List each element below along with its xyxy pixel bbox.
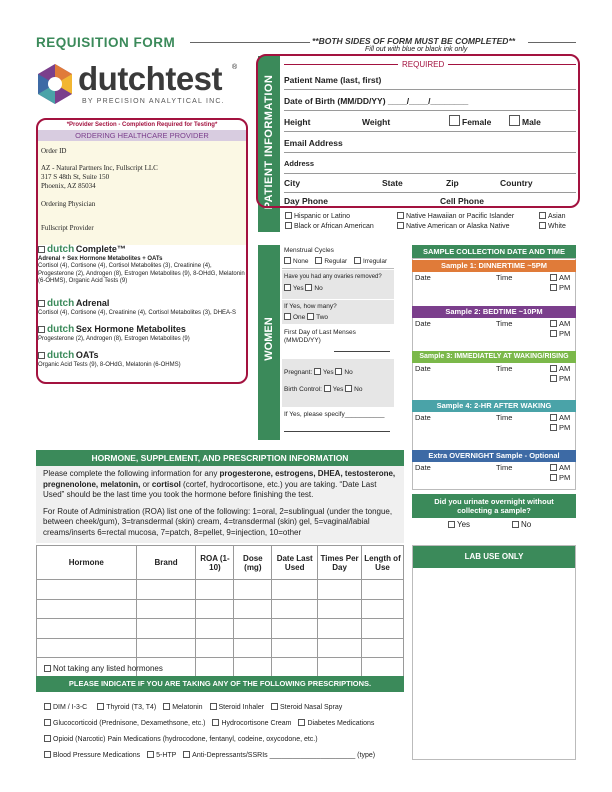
birth-control-label: Birth Control: <box>284 386 322 393</box>
ethnicity-label: White <box>548 223 566 230</box>
rx-label: Melatonin <box>172 704 203 711</box>
instr-text: Please complete the following information for any <box>43 469 220 478</box>
am-label: AM <box>559 413 571 422</box>
test-name: Adrenal <box>75 298 110 308</box>
col-times-per-day: Times Per Day <box>318 546 362 580</box>
rx-option[interactable] <box>163 704 202 711</box>
am-label: AM <box>559 273 571 282</box>
table-row[interactable] <box>37 599 404 619</box>
provider-address-2: 317 S 48th St, Suite 150 <box>41 173 110 181</box>
test-brand: dutch <box>47 324 75 335</box>
specify-field[interactable] <box>282 409 394 439</box>
col-brand: Brand <box>136 546 196 580</box>
no-label: No <box>344 369 353 376</box>
urinate-question: Did you urinate overnight without collecting a sample? <box>412 494 576 518</box>
ethnicity-label: Asian <box>548 213 566 220</box>
patient-side-label: PATIENT INFORMATION <box>263 74 275 210</box>
lab-use-heading: LAB USE ONLY <box>413 546 575 568</box>
col-dose: Dose (mg) <box>234 546 272 580</box>
logo-wordmark <box>78 60 222 98</box>
rx-label: Thyroid (T3, T4) <box>106 704 157 711</box>
logo-test: test <box>165 60 223 97</box>
rx-option[interactable] <box>44 736 318 743</box>
date-label: Date <box>415 273 431 282</box>
no-label: No <box>314 285 323 292</box>
how-many-question: If Yes, how many? <box>284 303 337 310</box>
day-phone-label: Day Phone <box>284 196 328 206</box>
date-label: Date <box>415 463 431 472</box>
cell-phone-label: Cell Phone <box>440 196 484 206</box>
test-desc: Progesterone (2), Androgen (8), Estrogen Metabolites (9) <box>38 335 190 342</box>
ethnicity-label: Hispanic or Latino <box>294 213 351 220</box>
am-label: AM <box>559 364 571 373</box>
provider-name: Fullscript Provider <box>41 224 94 232</box>
address-label: Address <box>284 159 315 168</box>
col-date-last-used: Date Last Used <box>272 546 318 580</box>
urinate-no[interactable] <box>512 520 531 529</box>
email-field[interactable] <box>284 133 576 153</box>
ethnicity-option[interactable] <box>397 212 514 222</box>
ethnicity-option[interactable] <box>285 212 350 222</box>
women-side-label: WOMEN <box>263 317 275 361</box>
ethnicity-label: Native Hawaiian or Pacific Islander <box>406 213 515 220</box>
provider-heading: ORDERING HEALTHCARE PROVIDER <box>38 130 246 141</box>
patient-name-label: Patient Name (last, first) <box>284 75 382 85</box>
rx-label: Anti-Depressants/SSRIs ______________________ (type) <box>192 752 376 759</box>
col-hormone: Hormone <box>37 546 137 580</box>
sample-4-heading: Sample 4: 2-HR AFTER WAKING <box>412 400 576 412</box>
test-brand: dutch <box>47 244 75 255</box>
test-brand: dutch <box>47 298 75 309</box>
table-row[interactable] <box>37 638 404 658</box>
menstrual-label: Menstrual Cycles <box>284 247 334 254</box>
address-field[interactable] <box>284 154 576 174</box>
cycle-label: Regular <box>324 258 348 265</box>
cycle-label: Irregular <box>362 258 388 265</box>
time-label: Time <box>496 273 513 282</box>
provider-section <box>36 118 248 384</box>
test-option-sex-hormone[interactable] <box>38 326 248 343</box>
not-taking-label: Not taking any listed hormones <box>53 664 163 673</box>
am-label: AM <box>559 463 571 472</box>
roa-instructions: For Route of Administration (ROA) list one of the following: 1=oral, 2=sublingual (under the tongue, between cheek/gum), 3=transdermal (skin) cream, 4=transdermal (skin) gel, 5=vaginal/labial creams/inserts 6=rectal mucosa, 7=patch, 8=pellet, 9=injection, 10=other <box>43 506 393 537</box>
one-label: One <box>293 314 306 321</box>
test-sub: Adrenal + Sex Hormone Metabolites + OATs <box>38 255 163 262</box>
yes-label: Yes <box>332 386 344 393</box>
rx-label: Steroid Nasal Spray <box>280 704 343 711</box>
extra-sample-heading: Extra OVERNIGHT Sample - Optional <box>412 450 576 462</box>
test-option-complete[interactable] <box>38 246 248 286</box>
instr-text: (cortef, hydrocortisone, etc.) you are taking. “Date Last Used” should be the last time you took the hormone before finishing the test. <box>43 479 377 499</box>
test-desc: Organic Acid Tests (9), 8-OHdG, Melatonin (6-OHMS) <box>38 361 181 368</box>
hormone-instructions <box>36 466 404 543</box>
rx-option[interactable] <box>97 704 156 711</box>
instr-text: or <box>140 479 152 489</box>
provider-address-3: Phoenix, AZ 85034 <box>41 182 96 190</box>
pm-label: PM <box>559 329 571 338</box>
ethnicity-option[interactable] <box>539 222 566 232</box>
women-side-bar <box>258 245 280 440</box>
rx-label: 5-HTP <box>156 752 177 759</box>
rx-option[interactable] <box>44 752 140 759</box>
required-label: REQUIRED <box>398 60 448 69</box>
rx-label: Hydrocortisone Cream <box>221 720 292 727</box>
country-label: Country <box>500 178 533 188</box>
lab-use-box <box>412 545 576 760</box>
provider-address-1: AZ - Natural Partners Inc, Fullscript LLC <box>41 164 158 172</box>
birth-control-yes[interactable] <box>324 386 344 393</box>
header-notice: **BOTH SIDES OF FORM MUST BE COMPLETED** <box>312 36 516 46</box>
yes-label: Yes <box>457 520 471 529</box>
time-label: Time <box>496 413 513 422</box>
cycle-irregular[interactable] <box>354 258 387 265</box>
birth-control-no[interactable] <box>345 386 362 393</box>
rx-option[interactable] <box>210 704 265 711</box>
rx-label: Blood Pressure Medications <box>53 752 141 759</box>
rx-option[interactable] <box>298 720 374 727</box>
last-menses-field[interactable] <box>282 327 394 357</box>
dob-label: Date of Birth (MM/DD/YY) ____/____/________ <box>284 96 469 106</box>
male-label: Male <box>522 117 541 127</box>
phone-row[interactable] <box>284 191 576 211</box>
collection-heading: SAMPLE COLLECTION DATE AND TIME <box>412 245 576 258</box>
two-label: Two <box>316 314 329 321</box>
table-row[interactable] <box>37 580 404 600</box>
header-rule-right <box>528 42 576 43</box>
ovaries-one[interactable] <box>284 314 305 321</box>
hormone-table <box>36 545 404 678</box>
ethnicity-label: Native American or Alaska Native <box>406 223 510 230</box>
date-label: Date <box>415 364 431 373</box>
rx-option[interactable] <box>212 720 291 727</box>
women-section <box>282 245 394 440</box>
sample-3-heading: Sample 3: IMMEDIATELY AT WAKING/RISING <box>412 351 576 363</box>
pm-label: PM <box>559 374 571 383</box>
pm-label: PM <box>559 473 571 482</box>
col-roa: ROA (1-10) <box>196 546 234 580</box>
city-row[interactable] <box>284 173 576 193</box>
male-option[interactable] <box>509 115 541 127</box>
table-row[interactable] <box>37 619 404 639</box>
registered-mark: ® <box>232 64 238 71</box>
rx-label: DIM / I-3-C <box>53 704 88 711</box>
test-desc: Cortisol (4), Cortisone (4), Creatinine (4), Cortisol Metabolites (3), DHEA-S <box>38 309 237 316</box>
ethnicity-option[interactable] <box>397 222 510 232</box>
zip-label: Zip <box>446 178 459 188</box>
state-label: State <box>382 178 403 188</box>
time-label: Time <box>496 319 513 328</box>
rx-list <box>44 700 414 764</box>
ovaries-question: Have you had any ovaries removed? <box>284 274 382 280</box>
cycle-none[interactable] <box>284 258 309 265</box>
no-label: No <box>521 520 532 529</box>
instr-cortisol: cortisol <box>151 479 181 489</box>
rx-label: Opioid (Narcotic) Pain Medications (hydrocodone, fentanyl, codeine, oxycodone, etc.) <box>53 736 318 743</box>
urinate-yes[interactable] <box>448 520 470 529</box>
test-name: OATs <box>75 350 99 360</box>
date-label: Date <box>415 413 431 422</box>
form-title: REQUISITION FORM <box>36 35 176 50</box>
pregnant-yes[interactable] <box>314 369 334 376</box>
order-id-label: Order ID <box>41 147 67 155</box>
yes-label: Yes <box>323 369 334 376</box>
pregnant-label: Pregnant: <box>284 369 313 376</box>
date-label: Date <box>415 319 431 328</box>
hormone-heading: HORMONE, SUPPLEMENT, AND PRESCRIPTION INFORMATION <box>36 450 404 466</box>
dutch-logo-icon <box>36 63 74 110</box>
ethnicity-option[interactable] <box>285 222 374 232</box>
ethnicity-option[interactable] <box>539 212 566 222</box>
test-desc: Cortisol (4), Cortisone (4), Cortisol Metabolites (3), Creatinine (4), Progesterone (2), Androgen (8), Estrogen Metabolites (9), 8-OHdG, Melatonin (6-OHMS), Organic Acid Tests (9) <box>38 263 245 284</box>
test-option-oats[interactable] <box>38 352 248 369</box>
first-day-label: First Day of Last Menses (MM/DD/YY) <box>284 329 356 344</box>
ovaries-yes[interactable] <box>284 285 304 292</box>
rx-label: Steroid Inhaler <box>218 704 265 711</box>
header-rule <box>190 42 310 43</box>
sample-1-heading: Sample 1: DINNERTIME ~5PM <box>412 260 576 272</box>
am-label: AM <box>559 319 571 328</box>
weight-label: Weight <box>362 117 391 127</box>
pm-label: PM <box>559 283 571 292</box>
yes-label: Yes <box>293 285 304 292</box>
rx-option[interactable] <box>44 704 87 711</box>
pm-label: PM <box>559 423 571 432</box>
test-name: Complete™ <box>75 244 126 254</box>
ordering-physician-label: Ordering Physician <box>41 200 96 208</box>
no-label: No <box>354 386 363 393</box>
urinate-options <box>412 520 576 532</box>
rx-label: Glucocorticoid (Prednisone, Dexamethsone, etc.) <box>53 720 206 727</box>
test-brand: dutch <box>47 350 75 361</box>
height-weight-row <box>284 112 576 132</box>
dob-field[interactable] <box>284 91 576 111</box>
logo-dutch: dutch <box>78 60 166 97</box>
city-label: City <box>284 178 301 188</box>
time-label: Time <box>496 463 513 472</box>
ovaries-two[interactable] <box>307 314 328 321</box>
rx-option[interactable] <box>183 752 375 759</box>
test-option-adrenal[interactable] <box>38 300 248 317</box>
rx-option[interactable] <box>147 752 176 759</box>
cycle-regular[interactable] <box>315 258 347 265</box>
col-length-of-use: Length of Use <box>362 546 404 580</box>
height-label: Height <box>284 117 311 127</box>
provider-note: *Provider Section - Completion Required for Testing* <box>66 122 218 128</box>
ethnicity-label: Black or African American <box>294 223 374 230</box>
test-name: Sex Hormone Metabolites <box>75 324 186 334</box>
header-notice-sub: Fill out with blue or black ink only <box>365 46 468 53</box>
patient-name-field[interactable] <box>284 70 576 90</box>
female-label: Female <box>462 117 492 127</box>
logo-tagline: BY PRECISION ANALYTICAL INC. <box>82 98 225 105</box>
time-label: Time <box>496 364 513 373</box>
rx-option[interactable] <box>44 720 206 727</box>
not-taking-option[interactable] <box>44 664 163 673</box>
female-option[interactable] <box>449 115 491 127</box>
rx-heading: PLEASE INDICATE IF YOU ARE TAKING ANY OF THE FOLLOWING PRESCRIPTIONS. <box>36 676 404 692</box>
specify-label: If Yes, please specify___________ <box>284 411 385 418</box>
email-label: Email Address <box>284 138 343 148</box>
ovaries-no[interactable] <box>305 285 322 292</box>
rx-option[interactable] <box>271 704 342 711</box>
instr-hormones: progesterone, estrogens, DHEA, testosterone, pregnenolone, melatonin, <box>43 469 396 489</box>
cycle-label: None <box>293 258 309 265</box>
sample-2-heading: Sample 2: BEDTIME ~10PM <box>412 306 576 318</box>
rx-label: Diabetes Medications <box>307 720 375 727</box>
pregnant-no[interactable] <box>335 369 352 376</box>
